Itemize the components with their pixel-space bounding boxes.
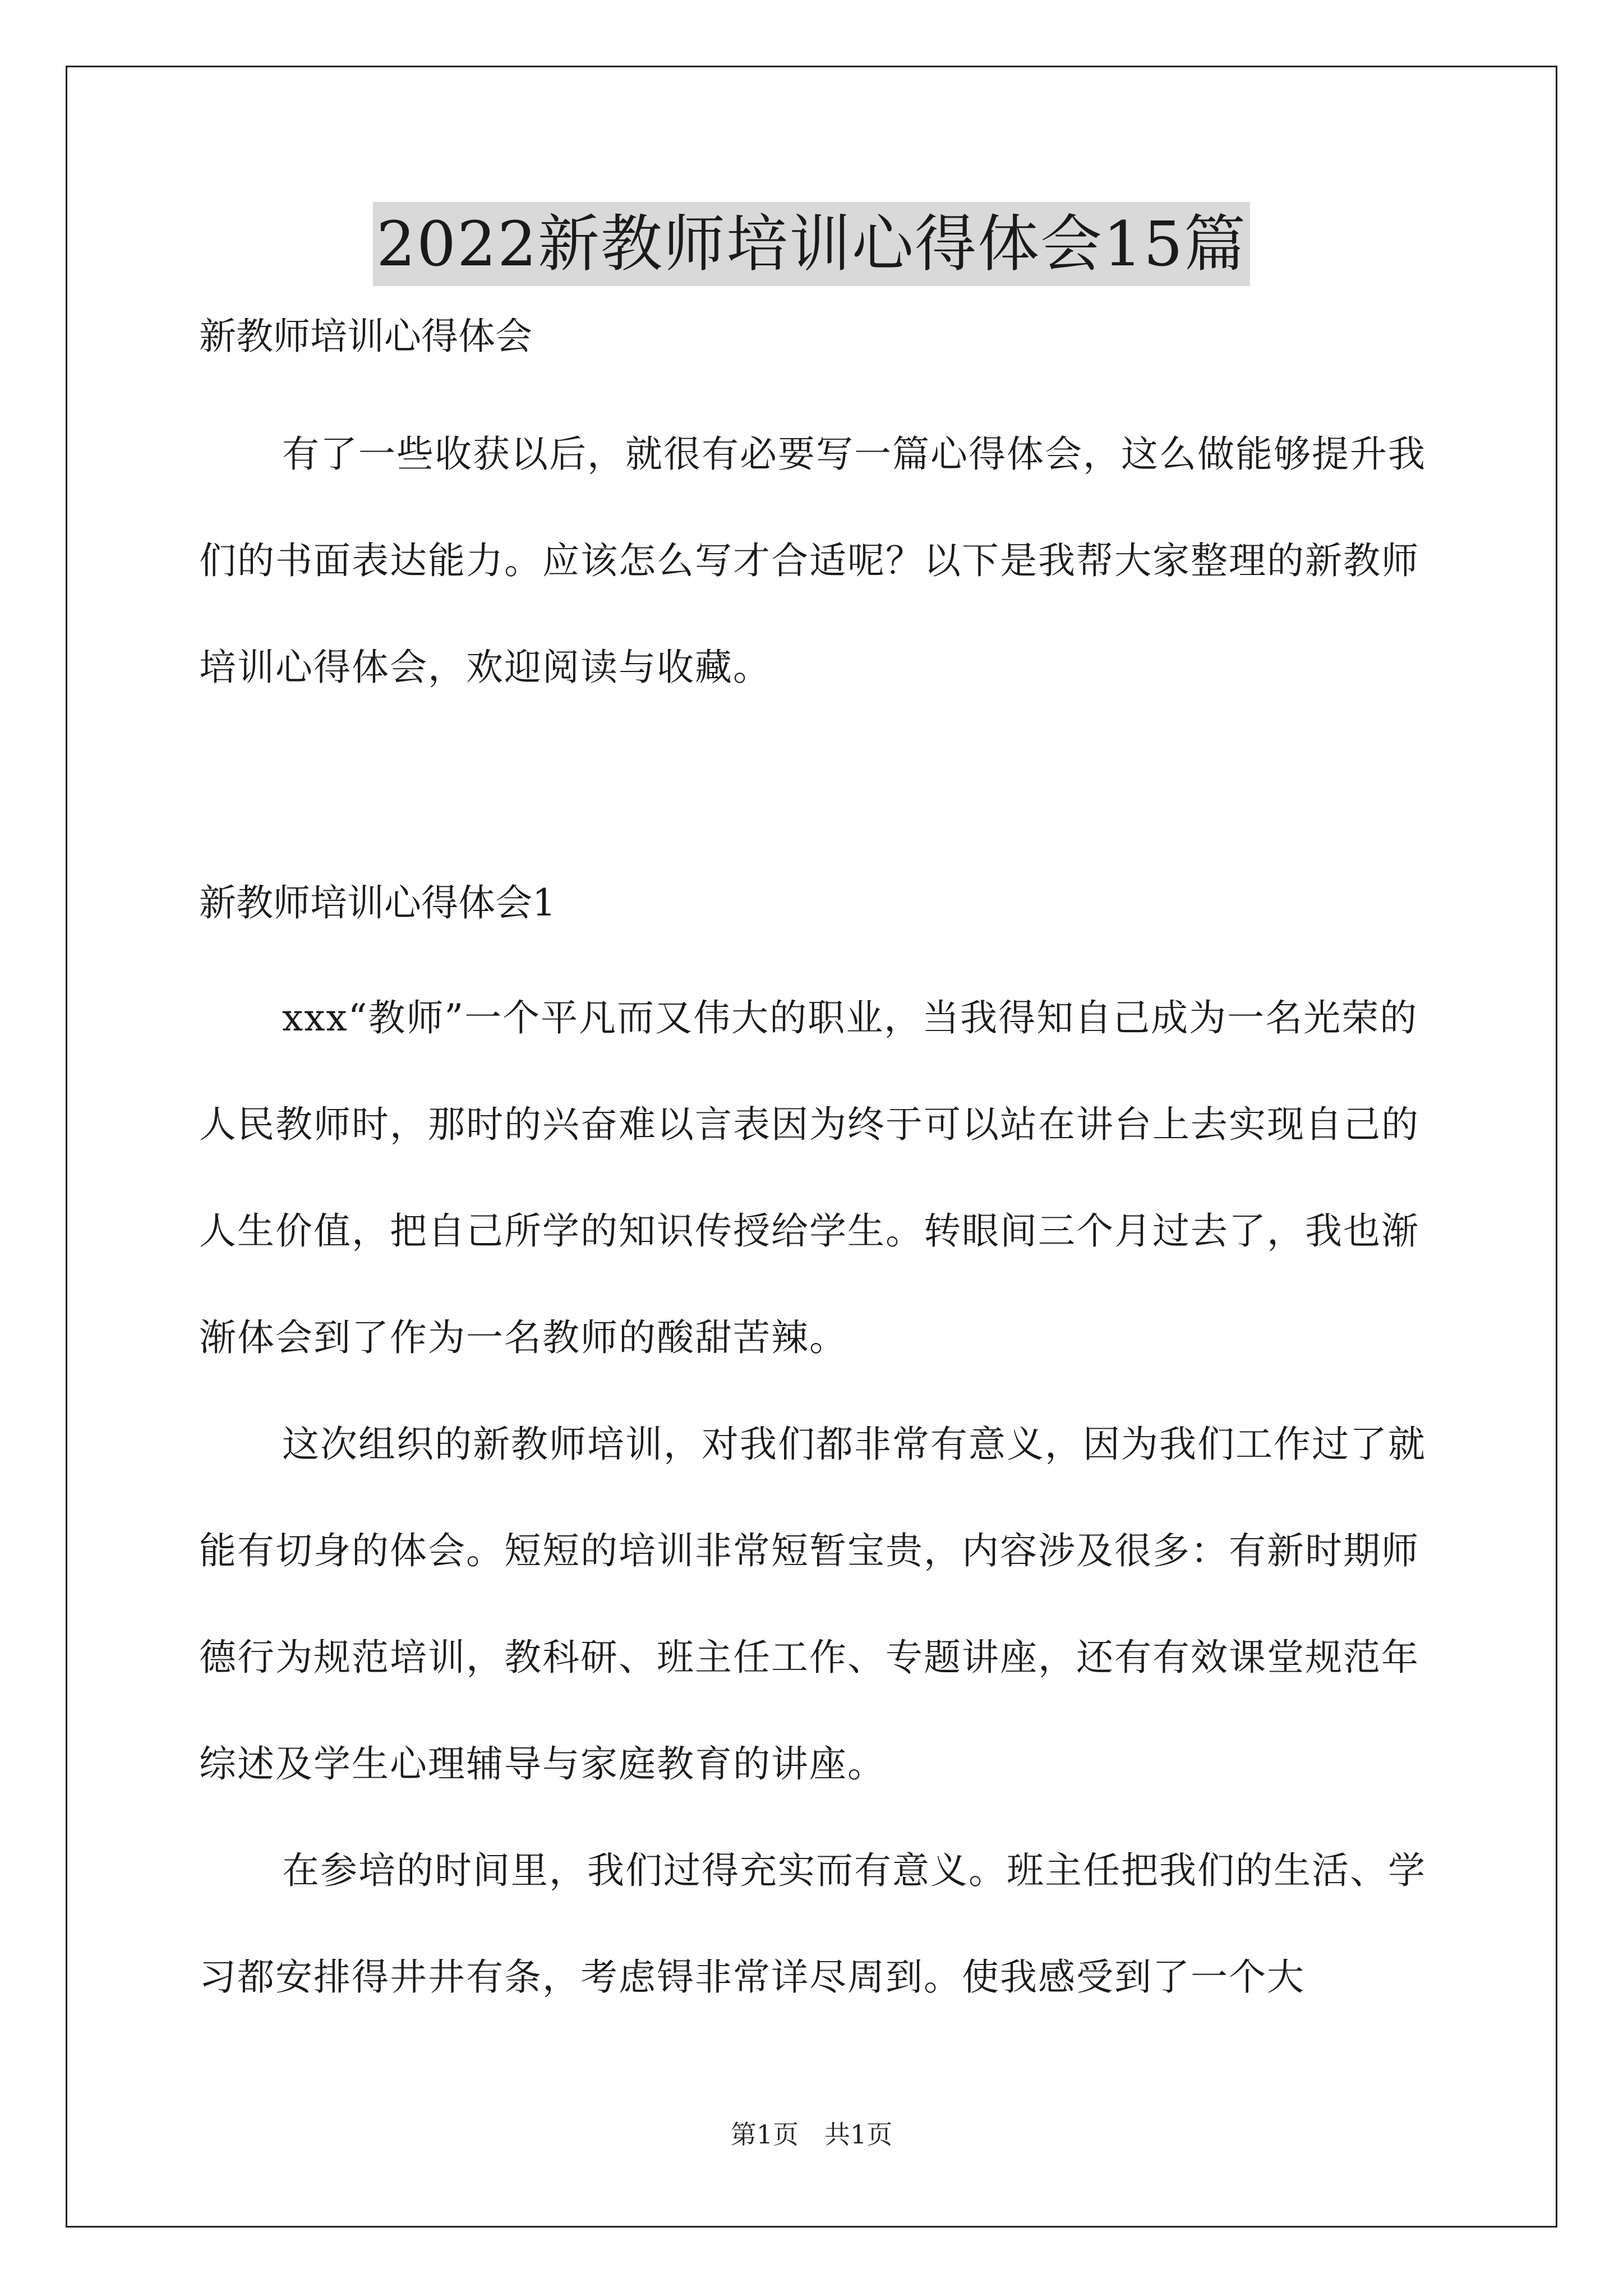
page-footer: 第1页 共1页 bbox=[730, 2119, 893, 2150]
document-body bbox=[199, 306, 1455, 2031]
body-paragraph-3: 在参培的时间里，我们过得充实而有意义。班主任把我们的生活、学习都安排得井井有条，考虑锝非常详尽周到。使我感受到了一个大 bbox=[199, 1849, 1426, 1999]
section-heading: 新教师培训心得体会 bbox=[199, 315, 532, 358]
intro-paragraph: 有了一些收获以后，就很有必要写一篇心得体会，这么做能够提升我们的书面表达能力。应该怎么写才合适呢？以下是我帮大家整理的新教师培训心得体会，欢迎阅读与收藏。 bbox=[199, 432, 1426, 689]
title-container bbox=[0, 202, 1623, 286]
body-paragraph-1: xxx“教师”一个平凡而又伟大的职业，当我得知自己成为一名光荣的人民教师时，那时的兴奋难以言表因为终于可以站在讲台上去实现自己的人生价值，把自己所学的知识传授给学生。转眼间三个月过去了，我也渐渐体会到了作为一名教师的酸甜苦辣。 bbox=[199, 996, 1419, 1359]
body-paragraph-2: 这次组织的新教师培训，对我们都非常有意义，因为我们工作过了就能有切身的体会。短短的培训非常短暂宝贵，内容涉及很多：有新时期师德行为规范培训，教科研、班主任工作、专题讲座，还有有效课堂规范年综述及学生心理辅导与家庭教育的讲座。 bbox=[199, 1423, 1426, 1786]
subsection-heading: 新教师培训心得体会1 bbox=[199, 881, 556, 924]
document-title: 2022新教师培训心得体会15篇 bbox=[373, 202, 1250, 286]
